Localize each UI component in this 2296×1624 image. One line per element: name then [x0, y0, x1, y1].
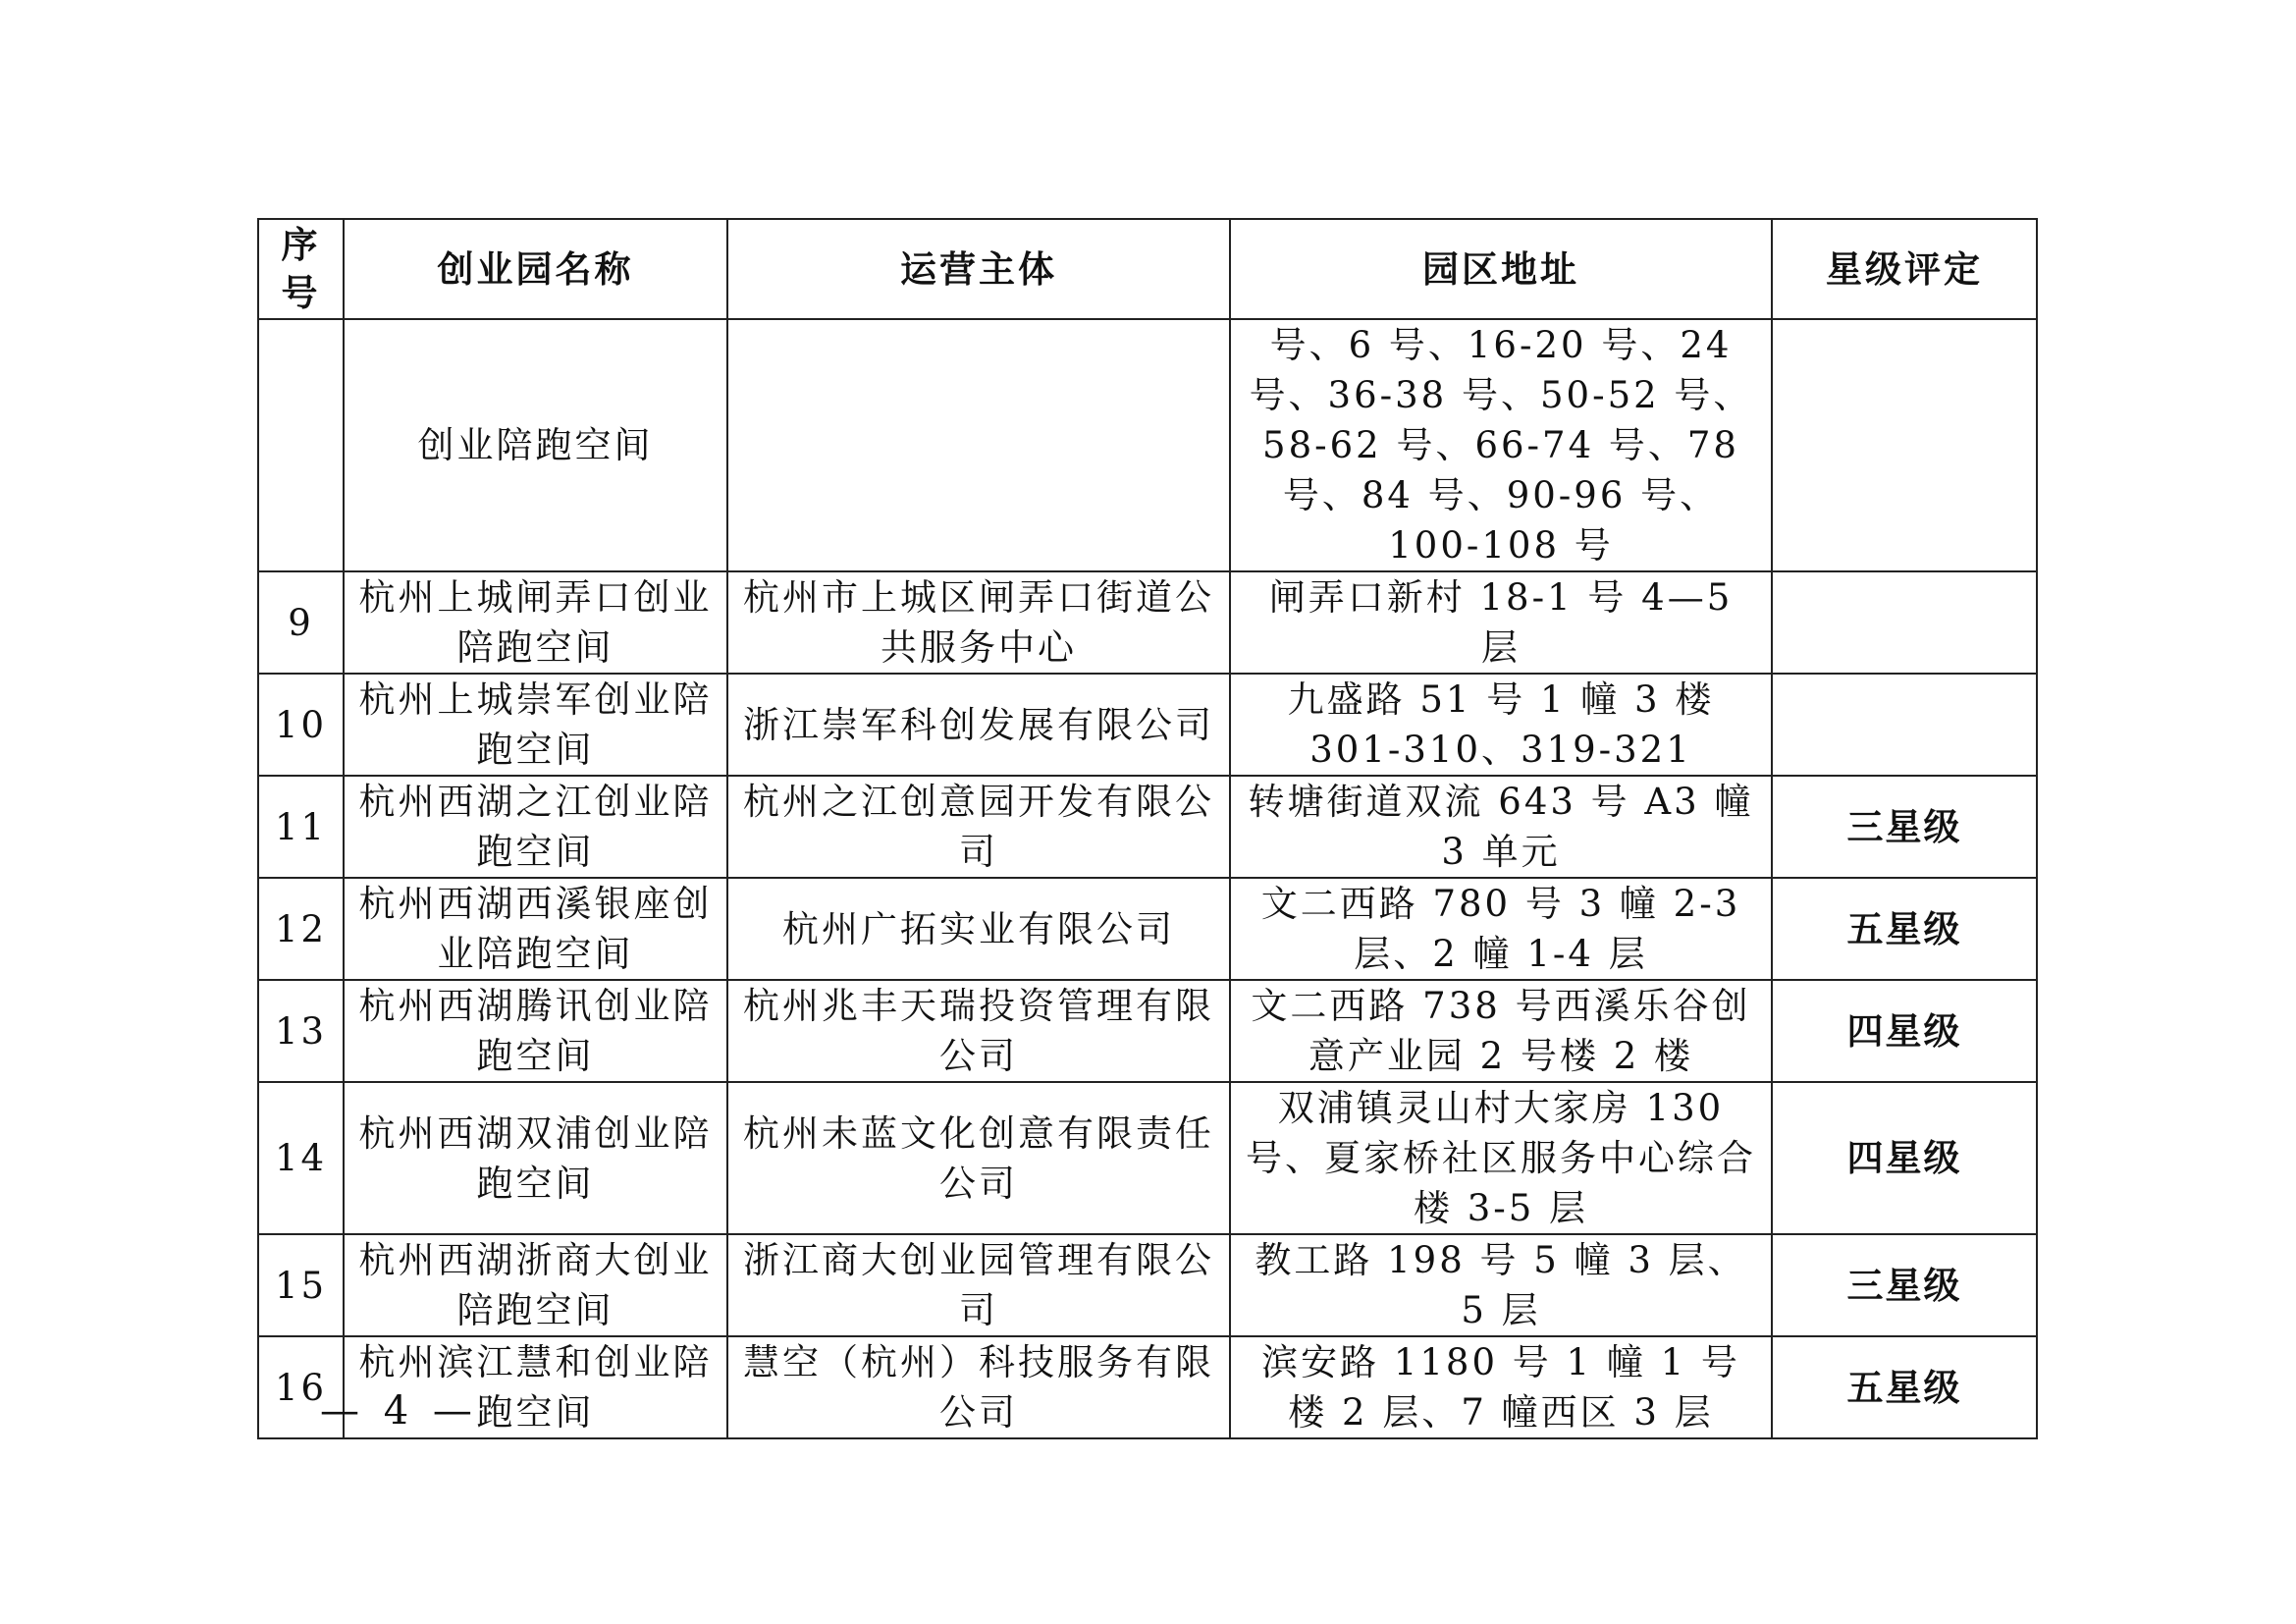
operator-cell: 浙江商大创业园管理有限公司: [727, 1234, 1230, 1336]
park-table: [257, 218, 2038, 1439]
rating-cell: [1772, 319, 2037, 571]
seq-cell: 11: [258, 776, 344, 878]
park-name-cell: 杭州西湖之江创业陪跑空间: [344, 776, 727, 878]
park-name-cell: 杭州上城崇军创业陪跑空间: [344, 674, 727, 776]
park-name-cell: 杭州西湖双浦创业陪跑空间: [344, 1082, 727, 1234]
header-seq: [258, 219, 344, 319]
park-name-cell: 创业陪跑空间: [344, 319, 727, 571]
header-seq-line1: 序: [281, 224, 321, 266]
table-row: [258, 571, 2037, 674]
address-cell: 滨安路 1180 号 1 幢 1 号楼 2 层、7 幢西区 3 层: [1230, 1336, 1772, 1438]
address-cell: 文二西路 738 号西溪乐谷创意产业园 2 号楼 2 楼: [1230, 980, 1772, 1082]
seq-cell: 12: [258, 878, 344, 980]
rating-cell: 四星级: [1772, 1082, 2037, 1234]
operator-cell: 慧空（杭州）科技服务有限公司: [727, 1336, 1230, 1438]
address-cell: 转塘街道双流 643 号 A3 幢 3 单元: [1230, 776, 1772, 878]
park-name-cell: 杭州西湖浙商大创业陪跑空间: [344, 1234, 727, 1336]
rating-cell: [1772, 674, 2037, 776]
seq-cell: [258, 319, 344, 571]
address-cell: 教工路 198 号 5 幢 3 层、5 层: [1230, 1234, 1772, 1336]
operator-cell: 杭州广拓实业有限公司: [727, 878, 1230, 980]
park-name-cell: 杭州上城闸弄口创业陪跑空间: [344, 571, 727, 674]
seq-cell: 16: [258, 1336, 344, 1438]
rating-cell: 四星级: [1772, 980, 2037, 1082]
table-row: [258, 674, 2037, 776]
address-cell: 闸弄口新村 18-1 号 4—5 层: [1230, 571, 1772, 674]
address-cell: 文二西路 780 号 3 幢 2-3 层、2 幢 1-4 层: [1230, 878, 1772, 980]
seq-cell: 9: [258, 571, 344, 674]
table-row: [258, 776, 2037, 878]
seq-cell: 15: [258, 1234, 344, 1336]
table-row: [258, 980, 2037, 1082]
seq-cell: 10: [258, 674, 344, 776]
rating-cell: 五星级: [1772, 1336, 2037, 1438]
table-row: [258, 1234, 2037, 1336]
operator-cell: 浙江崇军科创发展有限公司: [727, 674, 1230, 776]
operator-cell: 杭州之江创意园开发有限公司: [727, 776, 1230, 878]
header-name: 创业园名称: [344, 219, 727, 319]
table-row: [258, 1336, 2037, 1438]
park-name-cell: 杭州滨江慧和创业陪跑空间: [344, 1336, 727, 1438]
address-cell: 九盛路 51 号 1 幢 3 楼 301-310、319-321: [1230, 674, 1772, 776]
seq-cell: 13: [258, 980, 344, 1082]
table-row: [258, 878, 2037, 980]
rating-cell: [1772, 571, 2037, 674]
operator-cell: [727, 319, 1230, 571]
rating-cell: 五星级: [1772, 878, 2037, 980]
page-number: — 4 —: [320, 1388, 478, 1434]
address-cell: 双浦镇灵山村大家房 130 号、夏家桥社区服务中心综合楼 3-5 层: [1230, 1082, 1772, 1234]
table-body: [258, 571, 2037, 1438]
address-cell: 号、6 号、16-20 号、24 号、36-38 号、50-52 号、58-62 号、66-74 号、78 号、84 号、90-96 号、100-108 号: [1230, 319, 1772, 571]
table-row-continued: [258, 319, 2037, 571]
operator-cell: 杭州兆丰天瑞投资管理有限公司: [727, 980, 1230, 1082]
rating-cell: 三星级: [1772, 776, 2037, 878]
park-name-cell: 杭州西湖腾讯创业陪跑空间: [344, 980, 727, 1082]
seq-cell: 14: [258, 1082, 344, 1234]
table-header-row: [258, 219, 2037, 319]
table-row: [258, 1082, 2037, 1234]
rating-cell: 三星级: [1772, 1234, 2037, 1336]
header-operator: 运营主体: [727, 219, 1230, 319]
header-seq-line2: 号: [281, 272, 321, 314]
header-rating: 星级评定: [1772, 219, 2037, 319]
operator-cell: 杭州未蓝文化创意有限责任公司: [727, 1082, 1230, 1234]
header-address: 园区地址: [1230, 219, 1772, 319]
operator-cell: 杭州市上城区闸弄口街道公共服务中心: [727, 571, 1230, 674]
park-name-cell: 杭州西湖西溪银座创业陪跑空间: [344, 878, 727, 980]
